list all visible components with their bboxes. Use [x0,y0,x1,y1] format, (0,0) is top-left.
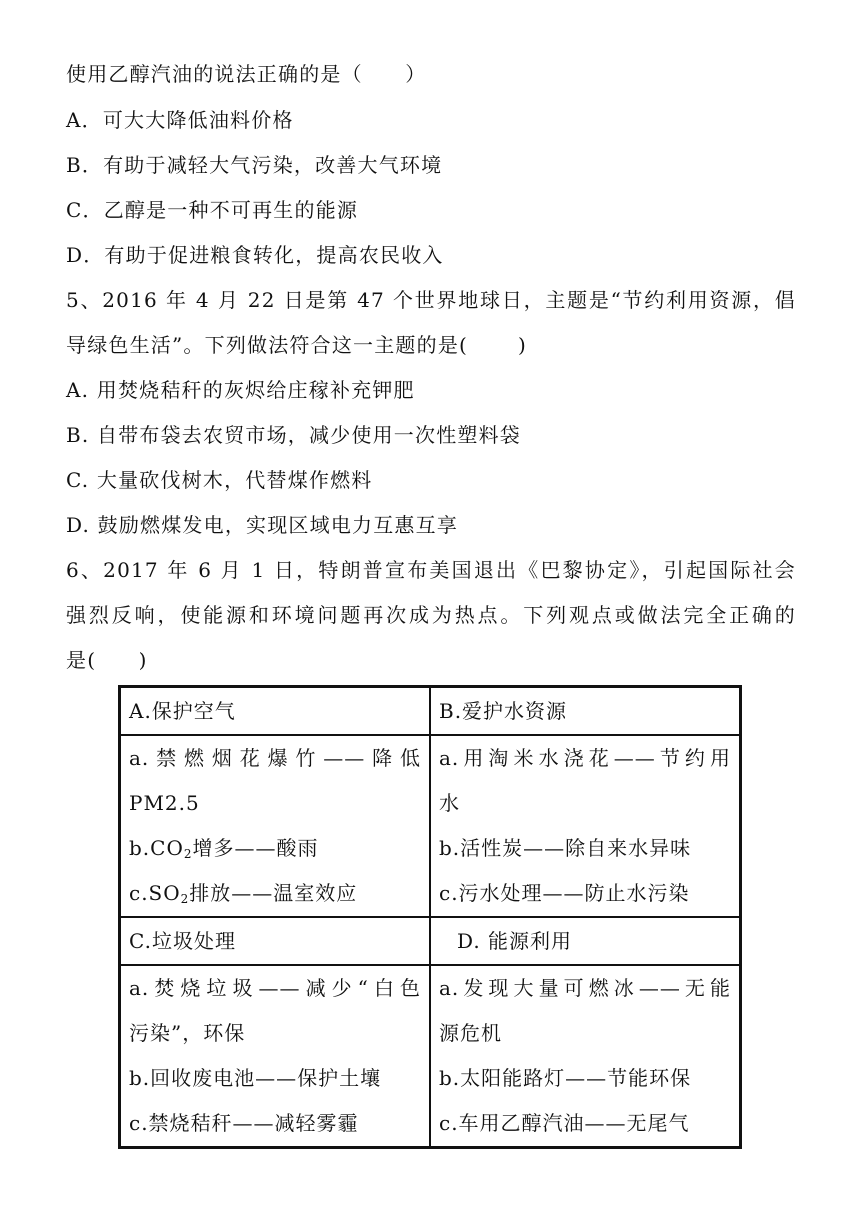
cell-b-title: B.爱护水资源 [430,687,740,735]
d-item-1-line-1: a.发现大量可燃冰——无能 [439,976,731,1000]
q4-stem: 使用乙醇汽油的说法正确的是（ ） [66,62,427,86]
d-item-3: c.车用乙醇汽油——无尾气 [439,1111,690,1135]
cell-c-title: C.垃圾处理 [120,917,430,965]
b-item-1-line-2: 水 [439,791,460,815]
cell-a-body [120,735,430,917]
d-item-2: b.太阳能路灯——节能环保 [439,1066,692,1090]
q4-option-d: D．有助于促进粮食转化，提高农民收入 [66,243,444,267]
q6-stem-line-3: 是( ) [66,648,148,672]
a-item-2-pre: b.CO [129,836,184,860]
cell-c-body [120,965,430,1147]
a-item-3 [129,871,421,916]
cell-d-body [430,965,740,1147]
b-item-2: b.活性炭——除自来水异味 [439,836,692,860]
a-item-2 [129,826,421,871]
a-item-3-sub: 2 [180,892,190,906]
d-item-1-line-2: 源危机 [439,1021,502,1045]
c-item-1-line-2: 污染”，环保 [129,1021,246,1045]
a-item-2-post: 增多——酸雨 [192,836,319,860]
cell-a-title: A.保护空气 [120,687,430,735]
b-item-3: c.污水处理——防止水污染 [439,881,690,905]
q5-option-a: A. 用焚烧秸秆的灰烬给庄稼补充钾肥 [66,378,415,402]
q4-option-b: B．有助于减轻大气污染，改善大气环境 [66,153,443,177]
q4-option-c: C．乙醇是一种不可再生的能源 [66,198,359,222]
b-item-1-line-1: a.用淘米水浇花——节约用 [439,746,731,770]
q5-option-c: C. 大量砍伐树木，代替煤作燃料 [66,468,373,492]
a-item-3-post: 排放——温室效应 [189,881,358,905]
q5-stem-line-2: 导绿色生活”。下列做法符合这一主题的是( ) [66,333,527,357]
q5-stem-line-1: 5、2016 年 4 月 22 日是第 47 个世界地球日，主题是“节约利用资源，倡 [66,288,796,312]
q5-option-d: D. 鼓励燃煤发电，实现区域电力互惠互享 [66,513,459,537]
a-item-2-sub: 2 [183,847,193,861]
c-item-1-line-1: a.焚烧垃圾——减少“白色 [129,976,421,1000]
q5-option-b: B. 自带布袋去农贸市场，减少使用一次性塑料袋 [66,423,522,447]
q6-stem-line-1: 6、2017 年 6 月 1 日，特朗普宣布美国退出《巴黎协定》，引起国际社会 [66,558,796,582]
q4-option-a: A．可大大降低油料价格 [66,108,294,132]
a-item-1-line-2: PM2.5 [129,791,200,815]
c-item-3: c.禁烧秸秆——减轻雾霾 [129,1111,359,1135]
a-item-3-pre: c.SO [129,881,181,905]
c-item-2: b.回收废电池——保护土壤 [129,1066,382,1090]
cell-d-title: D. 能源利用 [430,917,740,965]
q6-options-table [118,685,742,1149]
a-item-1-line-1: a.禁燃烟花爆竹——降低 [129,746,421,770]
q6-stem-line-2: 强烈反响，使能源和环境问题再次成为热点。下列观点或做法完全正确的 [66,603,796,627]
cell-b-body [430,735,740,917]
